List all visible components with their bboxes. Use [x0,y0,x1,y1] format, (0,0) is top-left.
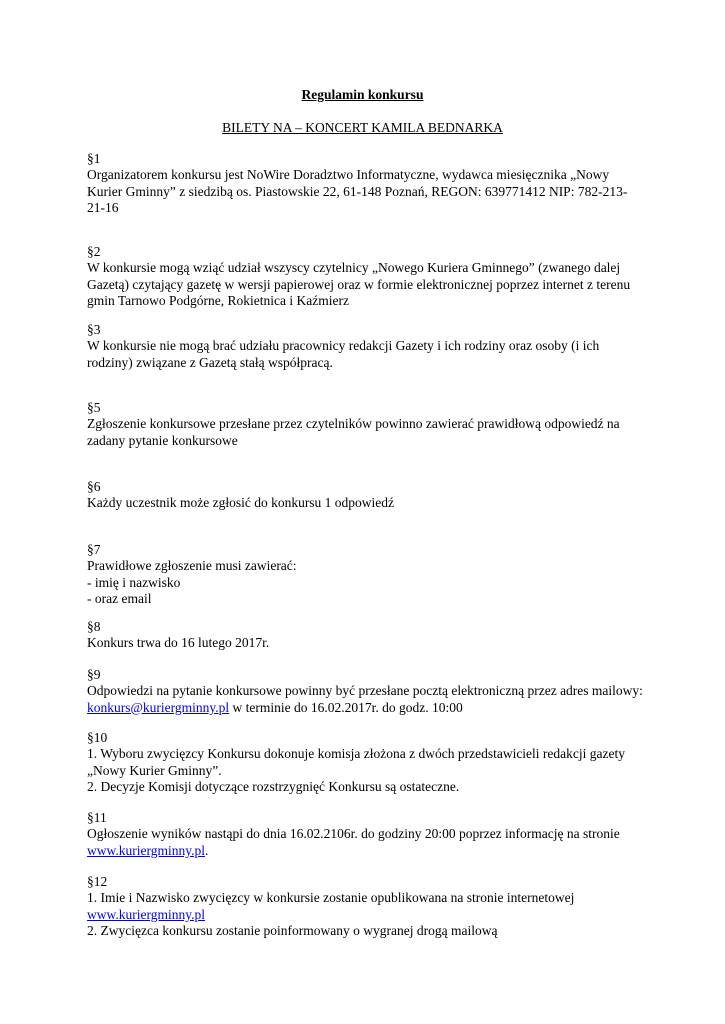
section-8 [87,619,647,652]
section-line: - imię i nazwisko [87,574,181,590]
document-subtitle: BILETY NA – KONCERT KAMILA BEDNARKA [222,120,503,135]
section-line: rodziny) związane z Gazetą stałą współpracą. [87,354,333,370]
section-number: §6 [87,479,101,494]
section-11 [87,810,647,859]
section-line: zadany pytanie konkursowe [87,432,238,448]
section-number: §8 [87,619,101,634]
section-2 [87,244,647,310]
section-number: §2 [87,244,101,259]
document-title: Regulamin konkursu [301,87,424,102]
section-line: Każdy uczestnik może zgłosić do konkursu 1 odpowiedź [87,495,395,511]
section-3 [87,322,647,371]
section-line: Kurier Gminny” z siedzibą os. Piastowskie 22, 61-148 Poznań, REGON: 639771412 NIP: 782-213- [87,183,628,199]
section-line: Odpowiedzi na pytanie konkursowe powinny być przesłane pocztą elektroniczną przez adres mailowy: [87,683,643,699]
section-12 [87,874,647,940]
section-number: §12 [87,874,108,889]
section-line-text: . [205,842,209,858]
section-number: §9 [87,667,101,682]
section-number: §5 [87,400,101,415]
website-link[interactable]: www.kuriergminny.pl [87,842,205,858]
section-line: Gazetą) czytający gazetę w wersji papierowej oraz w formie elektronicznej poprzez internet z terenu [87,276,631,292]
section-line: 1. Imie i Nazwisko zwycięzcy w konkursie zostanie opublikowana na stronie internetowej [87,890,575,906]
section-line-text: w terminie do 16.02.2017r. do godz. 10:00 [229,699,463,715]
section-7 [87,542,647,608]
section-line: W konkursie nie mogą brać udziału pracownicy redakcji Gazety i ich rodziny oraz osoby (i ich [87,338,600,354]
section-line [87,907,647,923]
section-line: 1. Wyboru zwycięzcy Konkursu dokonuje komisja złożona z dwóch przedstawicieli redakcji gazety [87,746,626,762]
section-number: §11 [87,810,107,825]
section-number: §1 [87,151,101,166]
email-link[interactable]: konkurs@kuriergminny.pl [87,699,230,715]
section-line: Organizatorem konkursu jest NoWire Doradztwo Informatyczne, wydawca miesięcznika „Nowy [87,167,610,183]
section-line: Ogłoszenie wyników nastąpi do dnia 16.02.2106r. do godziny 20:00 poprzez informację na stronie [87,826,620,842]
section-line [87,843,647,859]
section-1 [87,151,647,217]
section-number: §7 [87,542,101,557]
section-line: gmin Tarnowo Podgórne, Rokietnica i Kaźmierz [87,293,349,309]
section-5 [87,400,647,449]
section-line: 21-16 [87,200,119,216]
website-link[interactable]: www.kuriergminny.pl [87,906,205,922]
section-number: §3 [87,322,101,337]
section-line: „Nowy Kurier Gminny”. [87,762,222,778]
section-number: §10 [87,730,108,745]
section-line: W konkursie mogą wziąć udział wszyscy czytelnicy „Nowego Kuriera Gminnego” (zwanego dalej [87,260,621,276]
section-line: 2. Zwycięzca konkursu zostanie poinformowany o wygranej drogą mailową [87,923,498,939]
section-line: Konkurs trwa do 16 lutego 2017r. [87,635,270,651]
section-line: Zgłoszenie konkursowe przesłane przez czytelników powinno zawierać prawidłową odpowiedź na [87,416,620,432]
section-9 [87,667,647,716]
section-line: Prawidłowe zgłoszenie musi zawierać: [87,558,297,574]
section-10 [87,730,647,796]
section-line: - oraz email [87,591,152,607]
section-6 [87,479,647,512]
section-line: 2. Decyzje Komisji dotyczące rozstrzygnięć Konkursu są ostateczne. [87,779,460,795]
section-line [87,700,647,716]
